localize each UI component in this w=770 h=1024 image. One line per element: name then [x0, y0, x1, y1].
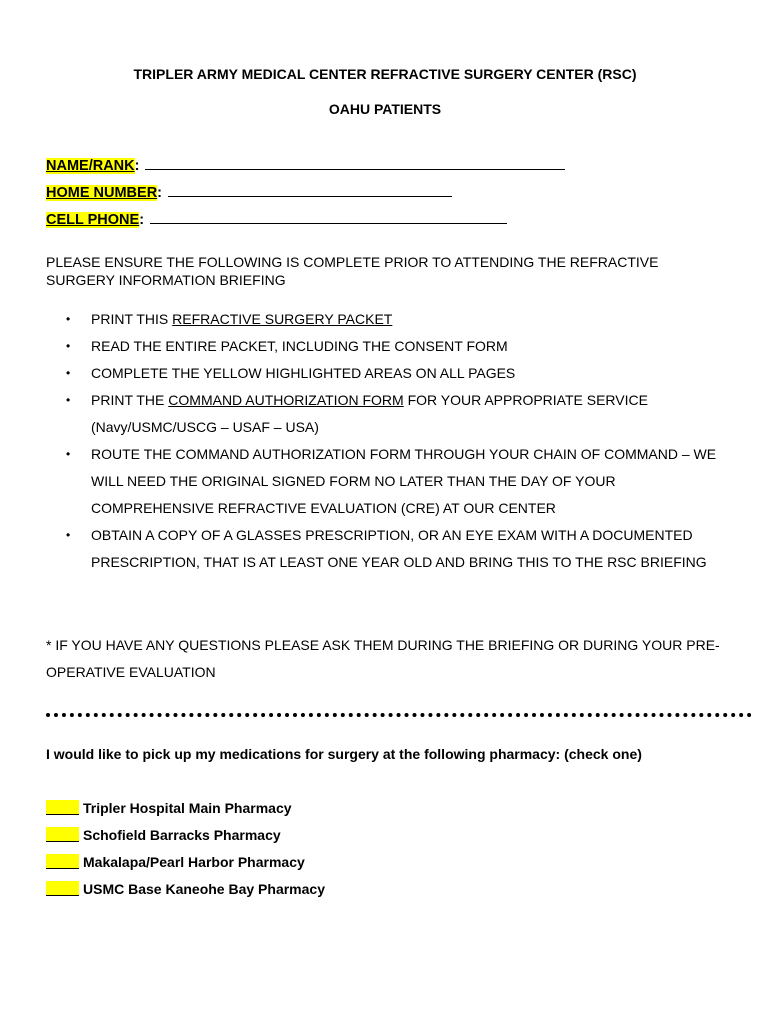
pharmacy-option-label: USMC Base Kaneohe Bay Pharmacy: [83, 881, 325, 897]
name-rank-field: NAME/RANK:: [46, 155, 565, 174]
bullet-icon: •: [66, 366, 71, 380]
item-text: READ THE ENTIRE PACKET, INCLUDING THE CONSENT FORM: [91, 338, 508, 354]
pharmacy-checkbox[interactable]: [46, 881, 79, 896]
pharmacy-checkbox[interactable]: [46, 827, 79, 842]
item-text: OBTAIN A COPY OF A GLASSES PRESCRIPTION, OR AN EYE EXAM WITH A DOCUMENTED PRESCRIPTION, THAT IS AT LEAST ONE YEAR OLD AND BRING THIS TO THE RSC BRIEFING: [91, 527, 707, 570]
pharmacy-option: [46, 800, 292, 816]
dotted-divider: [46, 713, 752, 717]
pharmacy-option: [46, 827, 281, 843]
bullet-icon: •: [66, 528, 71, 542]
list-item: [46, 306, 736, 333]
list-item: [46, 360, 736, 387]
pharmacy-checkbox[interactable]: [46, 800, 79, 815]
list-item: [46, 522, 736, 576]
pharmacy-option-label: Makalapa/Pearl Harbor Pharmacy: [83, 854, 305, 870]
document-title: TRIPLER ARMY MEDICAL CENTER REFRACTIVE SURGERY CENTER (RSC): [133, 66, 637, 82]
home-number-field: HOME NUMBER:: [46, 182, 452, 201]
name-rank-input[interactable]: [145, 155, 565, 170]
list-item: [46, 387, 736, 441]
cell-phone-input[interactable]: [150, 209, 507, 224]
home-number-input[interactable]: [168, 182, 452, 197]
item-text: FOR YOUR APPROPRIATE SERVICE (Navy/USMC/USCG – USAF – USA): [91, 392, 648, 435]
pharmacy-option-label: Tripler Hospital Main Pharmacy: [83, 800, 292, 816]
bullet-icon: •: [66, 393, 71, 407]
pharmacy-option-label: Schofield Barracks Pharmacy: [83, 827, 281, 843]
item-text: PRINT THE: [91, 392, 169, 408]
cell-phone-label: CELL PHONE: [46, 212, 140, 228]
refractive-surgery-packet-link[interactable]: REFRACTIVE SURGERY PACKET: [172, 311, 393, 327]
list-item: [46, 333, 736, 360]
pharmacy-checkbox[interactable]: [46, 854, 79, 869]
command-authorization-form-link[interactable]: COMMAND AUTHORIZATION FORM: [168, 392, 404, 408]
bullet-icon: •: [66, 447, 71, 461]
document-subtitle: OAHU PATIENTS: [328, 101, 442, 117]
item-text: PRINT THIS: [91, 311, 173, 327]
name-rank-label: NAME/RANK: [46, 158, 135, 174]
pharmacy-option: [46, 854, 305, 870]
home-number-label: HOME NUMBER: [46, 185, 158, 201]
instructions-intro: PLEASE ENSURE THE FOLLOWING IS COMPLETE PRIOR TO ATTENDING THE REFRACTIVE SURGERY INFORMATION BRIEFING: [46, 254, 659, 288]
item-text: COMPLETE THE YELLOW HIGHLIGHTED AREAS ON ALL PAGES: [91, 365, 516, 381]
cell-phone-field: CELL PHONE:: [46, 209, 507, 228]
bullet-icon: •: [66, 339, 71, 353]
instructions-list: [46, 306, 736, 576]
pharmacy-option: [46, 881, 325, 897]
questions-note: * IF YOU HAVE ANY QUESTIONS PLEASE ASK THEM DURING THE BRIEFING OR DURING YOUR PRE-OPERATIVE EVALUATION: [46, 637, 720, 680]
bullet-icon: •: [66, 312, 71, 326]
list-item: [46, 441, 736, 522]
item-text: ROUTE THE COMMAND AUTHORIZATION FORM THROUGH YOUR CHAIN OF COMMAND – WE WILL NEED THE ORIGINAL SIGNED FORM NO LATER THAN THE DAY OF YOUR COMPREHENSIVE REFRACTIVE EVALUATION (CRE) AT OUR CENTER: [91, 446, 717, 516]
pharmacy-prompt: I would like to pick up my medications for surgery at the following pharmacy: (check one): [46, 746, 642, 762]
